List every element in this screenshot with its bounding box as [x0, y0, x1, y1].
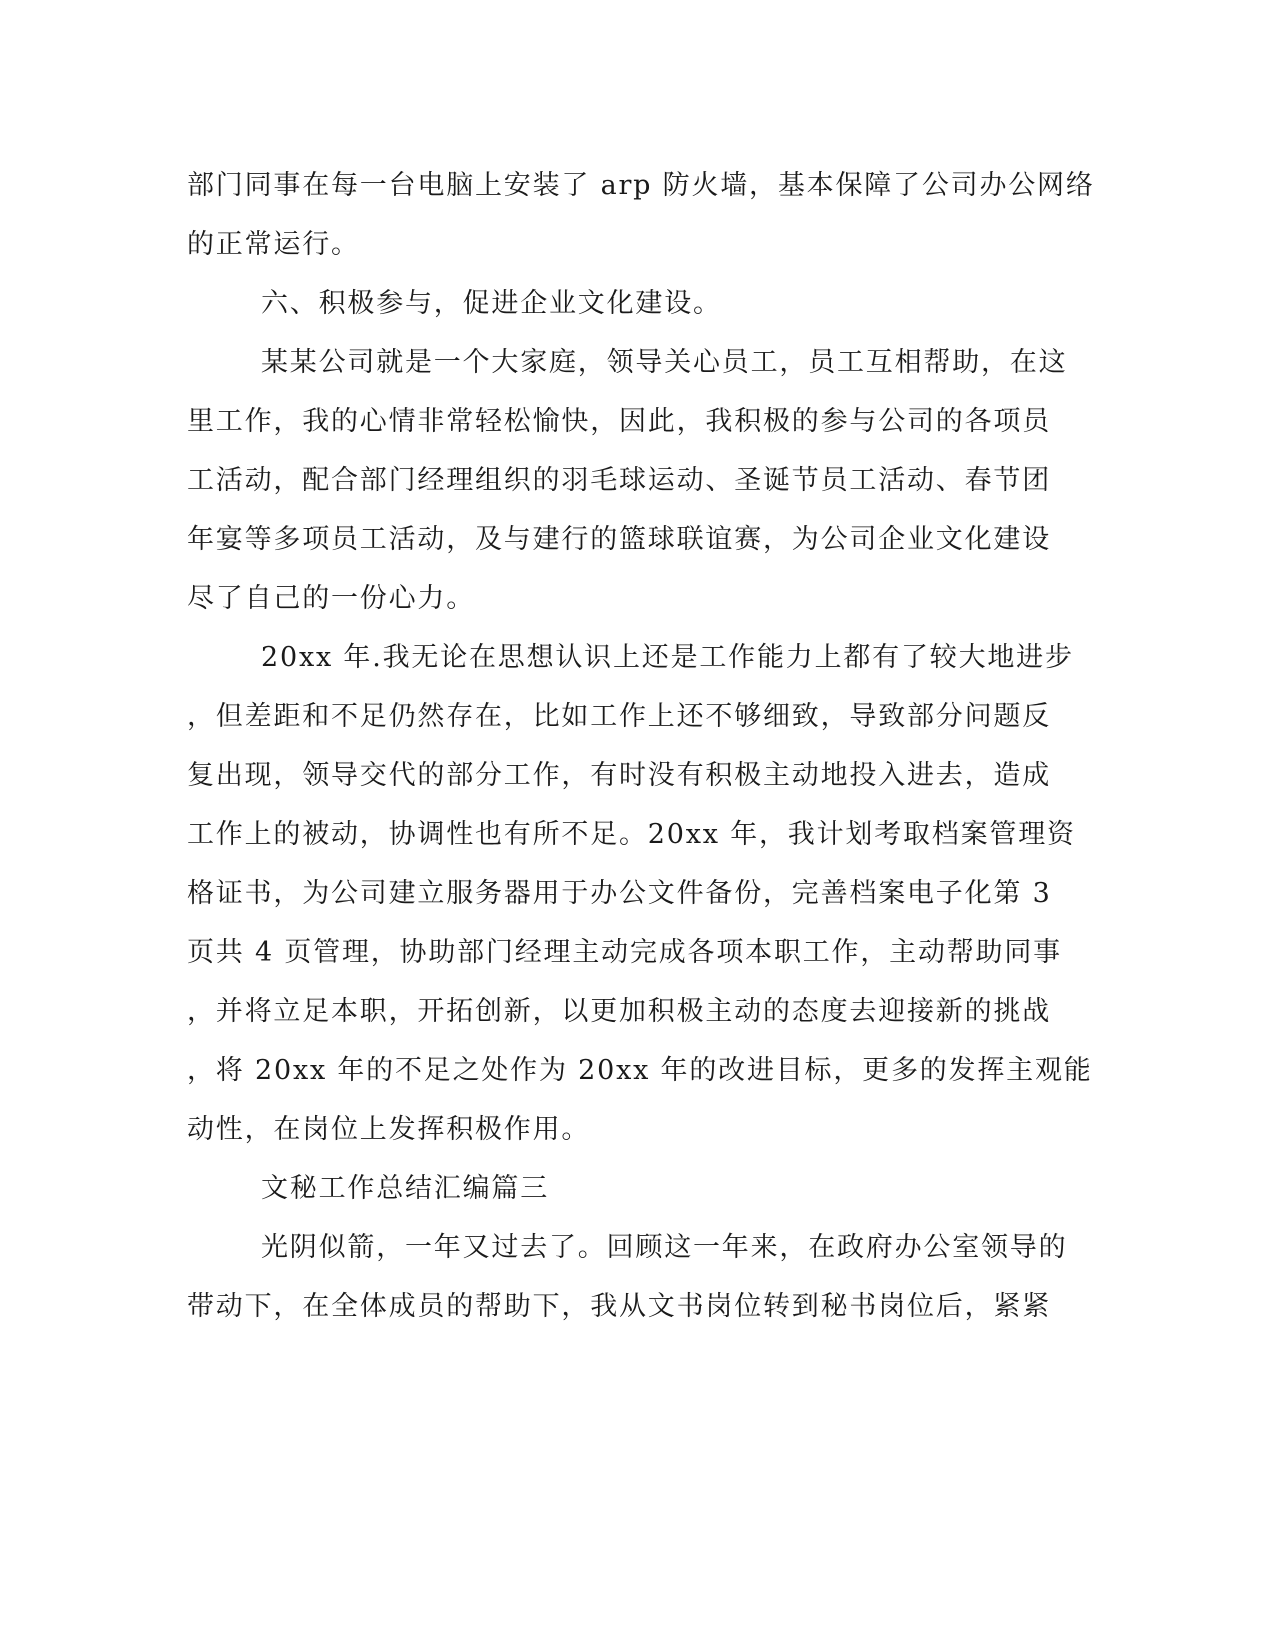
text-line: 年宴等多项员工活动，及与建行的篮球联谊赛，为公司企业文化建设 — [187, 524, 1051, 555]
text-line: 部门同事在每一台电脑上安装了 arp 防火墙，基本保障了公司办公网络 — [187, 170, 1095, 201]
text-line: 20xx 年.我无论在思想认识上还是工作能力上都有了较大地进步 — [261, 642, 1074, 673]
text-line: 格证书，为公司建立服务器用于办公文件备份，完善档案电子化第 3 — [187, 878, 1052, 909]
text-line: 某某公司就是一个大家庭，领导关心员工，员工互相帮助，在这 — [261, 347, 1068, 378]
text-line: 工活动，配合部门经理组织的羽毛球运动、圣诞节员工活动、春节团 — [187, 465, 1051, 496]
text-line: 工作上的被动，协调性也有所不足。20xx 年，我计划考取档案管理资 — [187, 819, 1076, 850]
text-line: ，但差距和不足仍然存在，比如工作上还不够细致，导致部分问题反 — [187, 701, 1051, 732]
text-line: 动性，在岗位上发挥积极作用。 — [187, 1114, 591, 1145]
text-line: 里工作，我的心情非常轻松愉快，因此，我积极的参与公司的各项员 — [187, 406, 1051, 437]
text-line: 带动下，在全体成员的帮助下，我从文书岗位转到秘书岗位后，紧紧 — [187, 1291, 1051, 1322]
section-heading: 六、积极参与，促进企业文化建设。 — [261, 288, 722, 319]
text-line: ，将 20xx 年的不足之处作为 20xx 年的改进目标，更多的发挥主观能 — [187, 1055, 1093, 1086]
text-line: 尽了自己的一份心力。 — [187, 583, 475, 614]
text-line: 的正常运行。 — [187, 229, 360, 260]
section-heading: 文秘工作总结汇编篇三 — [261, 1173, 549, 1204]
document-body — [187, 156, 1095, 1336]
text-line: 光阴似箭，一年又过去了。回顾这一年来，在政府办公室领导的 — [261, 1232, 1068, 1263]
text-line: ，并将立足本职，开拓创新，以更加积极主动的态度去迎接新的挑战 — [187, 996, 1051, 1027]
text-line: 页共 4 页管理，协助部门经理主动完成各项本职工作，主动帮助同事 — [187, 937, 1062, 968]
text-line: 复出现，领导交代的部分工作，有时没有积极主动地投入进去，造成 — [187, 760, 1051, 791]
